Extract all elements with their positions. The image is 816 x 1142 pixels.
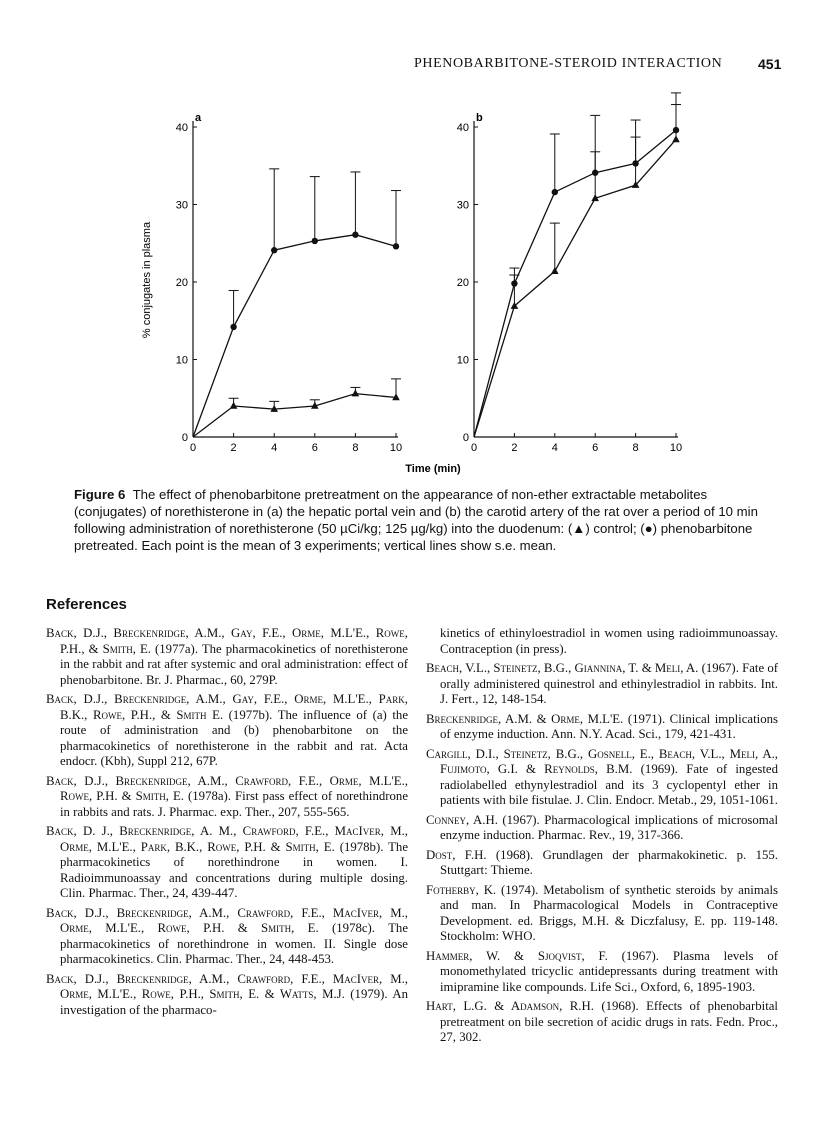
reference-authors: Dost, F.H.	[426, 847, 487, 862]
reference-authors: Back, D.J., Breckenridge, A.M., Gay, F.E., Orme, M.L'E., Rowe, P.H., & Smith, E.	[46, 626, 408, 656]
y-tick-label: 10	[456, 354, 469, 367]
reference-details: (1968). Effects of phenobarbital pretreatment on bile secretion of acidic drugs in rats. Fedn. Proc., 27, 302.	[440, 999, 778, 1044]
reference-item	[426, 848, 778, 879]
data-point-circle	[393, 243, 399, 249]
y-tick-label: 10	[175, 354, 188, 367]
reference-details: (1971). Clinical implications of enzyme induction. Ann. N.Y. Acad. Sci., 179, 421-431.	[440, 711, 778, 741]
series-line	[193, 394, 396, 437]
x-tick-label: 4	[551, 442, 558, 454]
reference-details: (1979). An investigation of the pharmaco-	[60, 987, 408, 1017]
reference-item	[46, 626, 408, 688]
reference-item	[426, 661, 778, 708]
reference-authors: Hart, L.G. & Adamson, R.H.	[426, 999, 594, 1013]
data-point-triangle	[230, 402, 238, 409]
data-point-circle	[552, 189, 558, 195]
reference-details: (1978c). The pharmacokinetics of norethindrone in women. II. Single dose pharmacokinetics. Clin. Pharmac. Ther., 24, 448-453.	[60, 921, 409, 966]
figure-caption	[74, 486, 774, 554]
y-tick-label: 20	[175, 277, 188, 289]
y-tick-label: 40	[456, 122, 469, 134]
reference-details: (1968). Grundlagen der pharmakokinetic. p. 155. Stuttgart: Thieme.	[440, 847, 778, 877]
x-tick-label: 2	[230, 442, 237, 454]
y-axis-label: % conjugates in plasma	[141, 221, 153, 339]
reference-details: (1977a). The pharmacokinetics of norethisterone in the rabbit and rat after systemic and oral administration: effect of phenobarbitone. Br. J. Pharmac., 60, 279P.	[60, 641, 408, 687]
reference-details: (1967). Pharmacological implications of microsomal enzyme induction. Pharmac. Rev., 19, 317-366.	[440, 812, 778, 842]
y-tick-label: 40	[175, 122, 188, 134]
data-point-circle	[312, 238, 318, 244]
reference-authors: Beach, V.L., Steinetz, B.G., Giannina, T. & Meli, A.	[426, 661, 699, 675]
reference-item	[426, 949, 778, 996]
x-tick-label: 4	[271, 442, 278, 454]
reference-authors: Back, D.J., Breckenridge, A.M., Crawford, F.E., MacIver, M., Orme, M.L'E., Rowe, P.H. & Smith, E.	[46, 905, 408, 935]
reference-authors: Back, D.J., Breckenridge, A.M., Gay, F.E., Orme, M.L'E., Park, B.K., Rowe, P.H., & Smith E.	[46, 692, 408, 722]
y-tick-label: 30	[456, 199, 469, 212]
x-tick-label: 6	[592, 442, 599, 454]
x-axis-label: Time (min)	[405, 463, 461, 475]
x-tick-label: 10	[669, 442, 683, 454]
chart-panel-a	[176, 112, 402, 454]
data-point-circle	[230, 324, 236, 330]
references-left-column	[46, 626, 408, 1022]
reference-details: (1978a). First pass effect of norethindrone in rabbits and rats. J. Pharmac. exp. Ther., 207, 555-565.	[60, 789, 408, 819]
reference-item	[46, 692, 408, 770]
reference-details: (1978b). The pharmacokinetics of norethindrone in women. I. Radioimmunoassay and concentrations during multiple dosing. Clin. Pharmac. Ther., 24, 439-447.	[60, 839, 409, 900]
y-tick-label: 0	[462, 432, 469, 444]
reference-item	[426, 883, 778, 945]
reference-details: (1967). Plasma levels of monomethylated tricyclic antidepressants during treatment with imipramine like compounds. Life Sci., Oxford, 6, 1895-1903.	[440, 948, 778, 994]
y-tick-label: 20	[456, 277, 469, 289]
y-tick-label: 30	[175, 199, 188, 212]
reference-authors: Back, D.J., Breckenridge, A.M., Crawford, F.E., MacIver, M., Orme, M.L'E., Rowe, P.H., Smith, E. & Watts, M.J.	[46, 971, 408, 1001]
caption-text: The effect of phenobarbitone pretreatment on the appearance of non-ether extractable metabolites (conjugates) of norethisterone in (a) the hepatic portal vein and (b) the carotid artery of the rat over a period of 10 min following administration of norethisterone (50 µCi/kg; 125 µg/kg) into the duodenum: (▲) control; (●) phenobarbitone pretreated. Each point is the mean of 3 experiments; vertical lines show s.e. mean.	[74, 487, 758, 553]
references-heading: References	[46, 596, 127, 613]
x-tick-label: 10	[389, 442, 403, 454]
panel-label: a	[195, 112, 202, 124]
panel-label: b	[476, 112, 483, 124]
reference-item	[46, 824, 408, 902]
x-tick-label: 6	[311, 442, 318, 454]
x-tick-label: 8	[632, 442, 639, 454]
figure-6	[0, 0, 816, 480]
data-point-triangle	[672, 135, 680, 142]
y-tick-label: 0	[181, 432, 188, 444]
reference-continuation: kinetics of ethinyloestradiol in women using radioimmunoassay. Contraception (in press).	[440, 626, 778, 656]
reference-authors: Back, D. J., Breckenridge, A. M., Crawford, F.E., MacIver, M., Orme, M.L'E., Park, B.K., Rowe, P.H. & Smith, E.	[46, 824, 408, 854]
reference-details: (1969). Fate of ingested radiolabelled ethynylestradiol and its 3 cyclopentyl ether in patients with bile fistulae. J. Clin. Endocr. Metab., 29, 1051-1061.	[440, 762, 779, 807]
reference-details: (1974). Metabolism of synthetic steroids by animals and man. In Pharmacological Models in Contraceptive Development. ed. Briggs, M.H. & Diczfalusy, E. pp. 119-148. Stockholm: WHO.	[440, 882, 778, 943]
reference-details: (1967). Fate of orally administered quinestrol and ethinylestradiol in rabbits. Int. J. Fert., 12, 148-154.	[440, 661, 779, 706]
data-point-circle	[271, 247, 277, 253]
references-right-column	[426, 626, 778, 1050]
reference-authors: Conney, A.H.	[426, 812, 498, 827]
reference-item	[426, 712, 778, 743]
data-point-circle	[352, 232, 358, 238]
series-line	[474, 139, 676, 437]
x-tick-label: 0	[189, 442, 197, 454]
reference-authors: Breckenridge, A.M. & Orme, M.L'E.	[426, 711, 624, 726]
reference-authors: Cargill, D.I., Steinetz, B.G., Gosnell, E., Beach, V.L., Meli, A., Fujimoto, G.I. & Reynolds, B.M.	[426, 746, 778, 776]
running-title: PHENOBARBITONE-STEROID INTERACTION	[414, 56, 723, 71]
series-line	[474, 130, 676, 437]
reference-item	[46, 972, 408, 1019]
chart-panel-b	[457, 93, 682, 454]
x-tick-label: 2	[511, 442, 518, 454]
reference-authors: Back, D.J., Breckenridge, A.M., Crawford, F.E., Orme, M.L'E., Rowe, P.H. & Smith, E.	[46, 773, 408, 803]
x-tick-label: 8	[352, 442, 359, 454]
reference-details: (1977b). The influence of (a) the route of administration and (b) phenobarbitone on the pharmacokinetics of norethisterone in the rabbit and rat. Acta endocr. (Kbh), Suppl 212, 67P.	[60, 707, 409, 768]
x-tick-label: 0	[470, 442, 478, 454]
series-line	[193, 235, 396, 437]
data-point-triangle	[551, 267, 559, 274]
reference-item	[46, 774, 408, 821]
reference-authors: Fotherby, K.	[426, 882, 497, 897]
reference-item	[426, 813, 778, 844]
reference-item	[426, 999, 778, 1046]
page-number: 451	[758, 56, 782, 72]
reference-item	[426, 747, 778, 809]
reference-item	[46, 906, 408, 968]
data-point-triangle	[352, 389, 360, 396]
caption-label: Figure 6	[74, 487, 126, 502]
reference-authors: Hammer, W. & Sjoqvist, F.	[426, 948, 608, 963]
